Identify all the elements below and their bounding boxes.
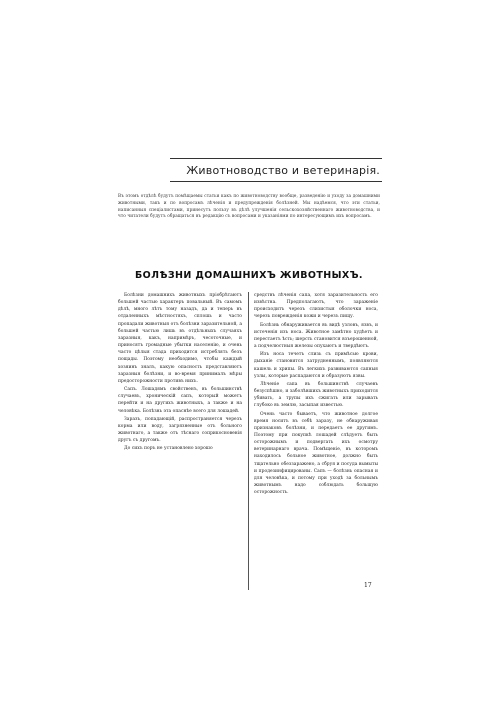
intro-paragraph: Въ этомъ отдѣлѣ будутъ помѣщаемы статьи какъ по животноводству вообще, разведенію и уходу за домашними животными, такъ и по вопросамъ лѣченія и предупрежденія болѣзней. Мы надѣемся, что эти статьи, написанныя спеціалистами, принесутъ пользу въ дѣлѣ улучшенія сельскохозяйственнаго животноводства, и что читатели будутъ обращаться въ редакцію съ вопросами и указаніями по интересующимъ ихъ вопросамъ. — [118, 193, 380, 219]
left-paragraph: До сихъ поръ не установлено хорошо — [124, 446, 213, 452]
right-paragraph: Изъ носа течетъ слизь съ примѣсью крови, дыханіе становится затрудненнымъ, появляются кашель и хрипы. Въ легкихъ развиваются сапныя узлы, которые распадаются и образуютъ язвы. — [254, 352, 378, 379]
left-column — [118, 292, 242, 592]
section-header-title: Животноводство и ветеринарія. — [186, 163, 380, 177]
page-number: 17 — [364, 582, 372, 589]
right-column — [254, 292, 378, 592]
left-paragraph: Сапъ. Лошадямъ свойственъ, въ большинствѣ случаевъ, хроническій сапъ, который можетъ перейти и на другихъ животныхъ, а также и на человѣка. Болѣзнь эта опаснѣе всего для лошадей. — [118, 387, 242, 414]
right-paragraph: средствъ лѣченія сапа, хотя заразительность его извѣстна. Предполагаютъ, что зараженіе происходитъ черезъ слизистыя оболочки носа, черезъ поврежденія кожи и черезъ пищу. — [254, 293, 378, 320]
right-paragraph: Лѣченіе сапа въ большинствѣ случаевъ безуспѣшно, и заболѣвшихъ животныхъ приходится убивать, а трупы ихъ сжигать или зарывать глубоко въ землю, засыпая известью. — [254, 381, 378, 409]
right-paragraph: Очень часто бываетъ, что животное долгое время носитъ въ себѣ заразу, не обнаруживая признаковъ болѣзни, и передаетъ ее другимъ. Поэтому при покупкѣ лошадей слѣдуетъ быть осторожнымъ и подвергать ихъ осмотру ветеринарнаго врача. Помѣщеніе, въ которомъ находилось больное животное, должно быть тщательно обеззаражено, а сбруя и посуда вымыты и продезинфицированы. Сапъ — болѣзнь опасная и для человѣка, и потому при уходѣ за больнымъ животнымъ надо соблюдать большую осторожность. — [254, 411, 378, 496]
left-paragraph: Заразъ, попадающій, распространяется черезъ корма или воду, загрязненные отъ больного животнаго, а также отъ тѣснаго соприкосновенія другъ съ другомъ. — [118, 416, 242, 444]
section-header — [170, 158, 382, 182]
article-title: БОЛѢЗНИ ДОМАШНИХЪ ЖИВОТНЫХЪ. — [135, 270, 363, 281]
left-paragraph: Болѣзни домашнихъ животныхъ пріобрѣтаютъ большей частью характеръ повальный. Въ самомъ дѣлѣ, много лѣтъ тому назадъ, да и теперь въ отдаленныхъ мѣстностяхъ, сплошь и часто пропадали животныя отъ болѣзни заразительной, а большей частью лишь въ отдѣльныхъ случаяхъ заразныя, какъ, напримѣръ, чесоточные, и приносятъ громадные убытки населенію, и очень часто цѣлыя стада приходится истреблять безъ пощады. Поэтому необходимо, чтобы каждый хозяинъ зналъ, какую опасность представляютъ заразныя болѣзни, и во-время принималъ мѣры предосторожности противъ нихъ. — [118, 293, 242, 384]
right-paragraph: Болѣзнь обнаруживается въ видѣ узловъ, язвъ, и истеченія изъ носа. Животное замѣтно худѣетъ и перестаетъ ѣсть; шерсть становится взъерошенной, а подчелюстныя железы опухаютъ и твердѣютъ. — [254, 322, 378, 350]
column-divider — [248, 292, 249, 590]
